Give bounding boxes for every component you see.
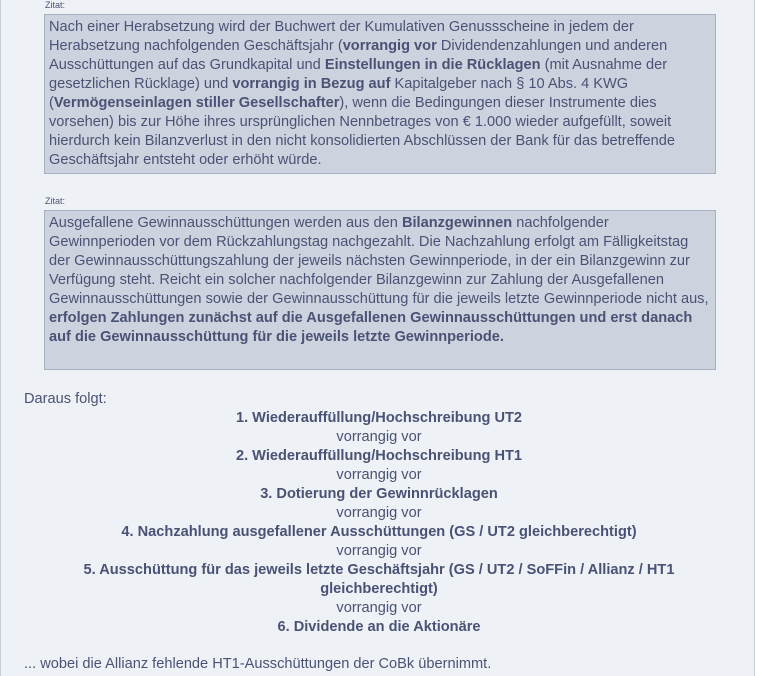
priority-step: 1. Wiederauffüllung/Hochschreibung UT2 <box>235 410 523 426</box>
priority-step: 5. Ausschüttung für das jeweils letzte Geschäftsjahr (GS / UT2 / SoFFin / Allianz / HT1 gleichberechtigt) <box>83 562 675 597</box>
priority-connector: vorrangig vor <box>336 600 422 616</box>
priority-connector: vorrangig vor <box>336 543 422 559</box>
quote-block <box>44 210 716 370</box>
priority-connector: vorrangig vor <box>336 467 422 483</box>
quote-text: Ausgefallene Gewinnausschüttungen werden aus den Bilanzgewinnen nachfolgender Gewinnperioden vor dem Rückzahlungstag nachgezahlt. Die Nachzahlung erfolgt am Fälligkeitstag der Gewinnausschüttungszahlung der jeweils nächsten Gewinnperiode, in der ein Bilanzgewinn zur Verfügung steht. Reicht ein solcher nachfolgender Bilanzgewinn zur Zahlung der Ausgefallenen Gewinnausschüttungen sowie der Gewinnausschüttung für die jeweils letzte Gewinnperiode nicht aus, erfolgen Zahlungen zunächst auf die Ausgefallenen Gewinnausschüttungen und erst danach auf die Gewinnausschüttung für die jeweils letzte Gewinnperiode. <box>49 215 709 345</box>
quote-label: Zitat: <box>45 196 66 206</box>
post-footer-note: ... wobei die Allianz fehlende HT1-Ausschüttungen der CoBk übernimmt. <box>24 656 492 672</box>
quote-block <box>44 14 716 174</box>
priority-sequence <box>24 409 734 637</box>
conclusion-intro: Daraus folgt: <box>24 391 107 407</box>
priority-step: 2. Wiederauffüllung/Hochschreibung HT1 <box>235 448 523 464</box>
quote-text: Nach einer Herabsetzung wird der Buchwert der Kumulativen Genussscheine in jedem der Herabsetzung nachfolgenden Geschäftsjahr (vorrangig vor Dividendenzahlungen und anderen Ausschüttungen auf das Grundkapital und Einstellungen in die Rücklagen (mit Ausnahme der gesetzlichen Rücklage) und vorrangig in Bezug auf Kapitalgeber nach § 10 Abs. 4 KWG (Vermögenseinlagen stiller Gesellschafter), wenn die Bedingungen dieser Instrumente dies vorsehen) bis zur Höhe ihres ursprünglichen Nennbetrages von € 1.000 wieder aufgefüllt, soweit hierdurch kein Bilanzverlust in den nicht konsolidierten Abschlüssen der Bank für das betreffende Geschäftsjahr entsteht oder erhöht würde. <box>49 19 676 168</box>
quote-label: Zitat: <box>45 0 66 10</box>
priority-step: 6. Dividende an die Aktionäre <box>277 619 481 635</box>
priority-connector: vorrangig vor <box>336 505 422 521</box>
priority-step: 4. Nachzahlung ausgefallener Ausschüttungen (GS / UT2 gleichberechtigt) <box>121 524 637 540</box>
priority-connector: vorrangig vor <box>336 429 422 445</box>
priority-step: 3. Dotierung der Gewinnrücklagen <box>260 486 498 502</box>
